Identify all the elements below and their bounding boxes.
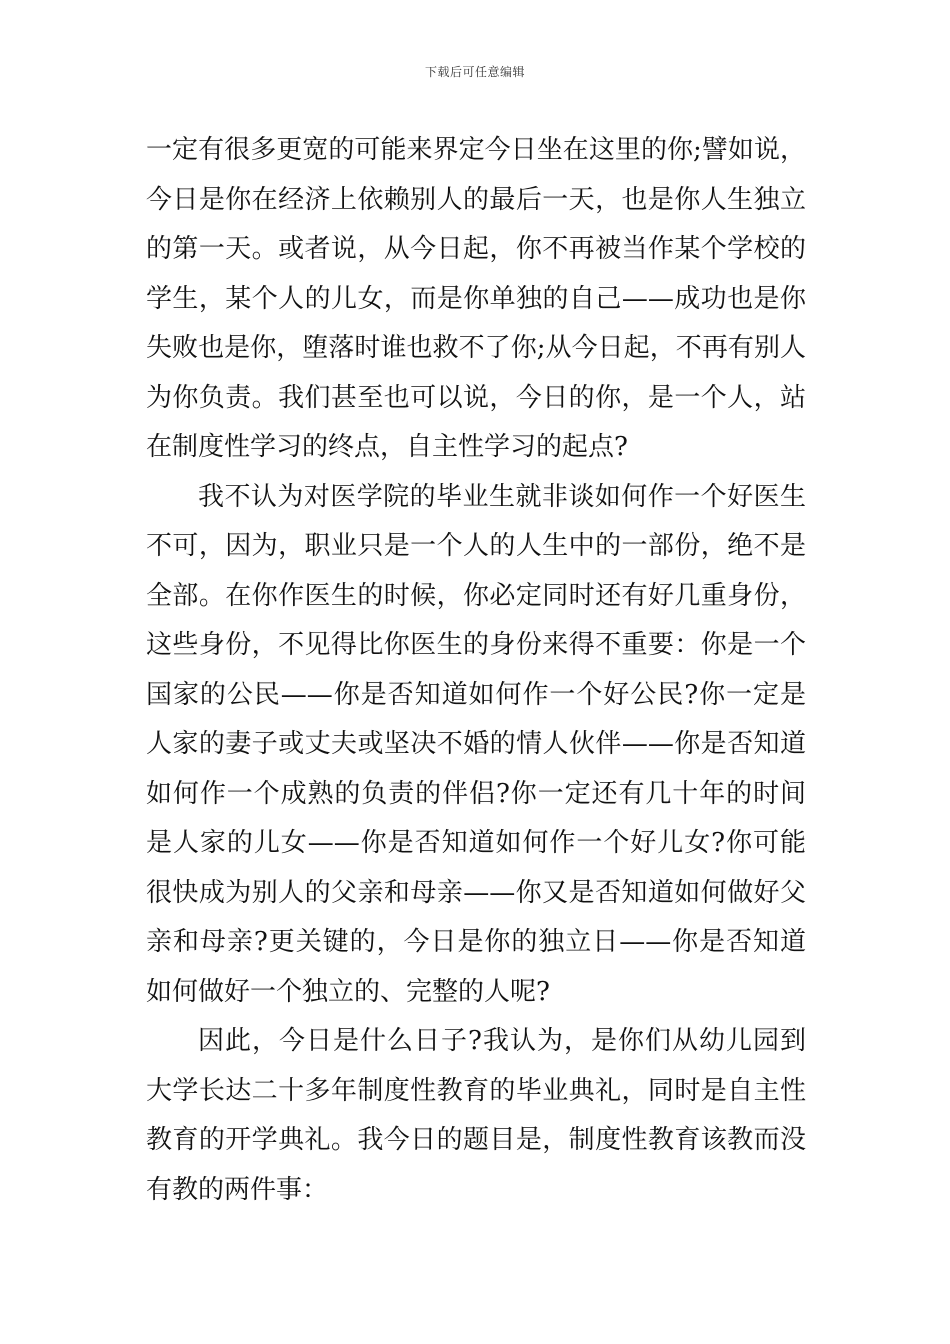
paragraph-2: 我不认为对医学院的毕业生就非谈如何作一个好医生不可，因为，职业只是一个人的人生中的一部份，绝不是全部。在你作医生的时候，你必定同时还有好几重身份，这些身份，不见得比你医生的身份来得不重要：你是一个国家的公民——你是否知道如何作一个好公民?你一定是人家的妻子或丈夫或坚决不婚的情人伙伴——你是否知道如何作一个成熟的负责的伴侣?你一定还有几十年的时间是人家的儿女——你是否知道如何作一个好儿女?你可能很快成为别人的父亲和母亲——你又是否知道如何做好父亲和母亲?更关键的，今日是你的独立日——你是否知道如何做好一个独立的、完整的人呢? [146,481,806,1007]
document-body [146,126,806,1215]
paragraph-1: 一定有很多更宽的可能来界定今日坐在这里的你;譬如说，今日是你在经济上依赖别人的最后一天，也是你人生独立的第一天。或者说，从今日起，你不再被当作某个学校的学生，某个人的儿女，而是你单独的自己——成功也是你失败也是你，堕落时谁也救不了你;从今日起，不再有别人为你负责。我们甚至也可以说，今日的你，是一个人，站在制度性学习的终点，自主性学习的起点? [146,135,806,462]
page-header: 下载后可任意编辑 [424,65,525,79]
paragraph-3: 因此，今日是什么日子?我认为，是你们从幼儿园到大学长达二十多年制度性教育的毕业典礼，同时是自主性教育的开学典礼。我今日的题目是，制度性教育该教而没有教的两件事： [146,1026,806,1205]
